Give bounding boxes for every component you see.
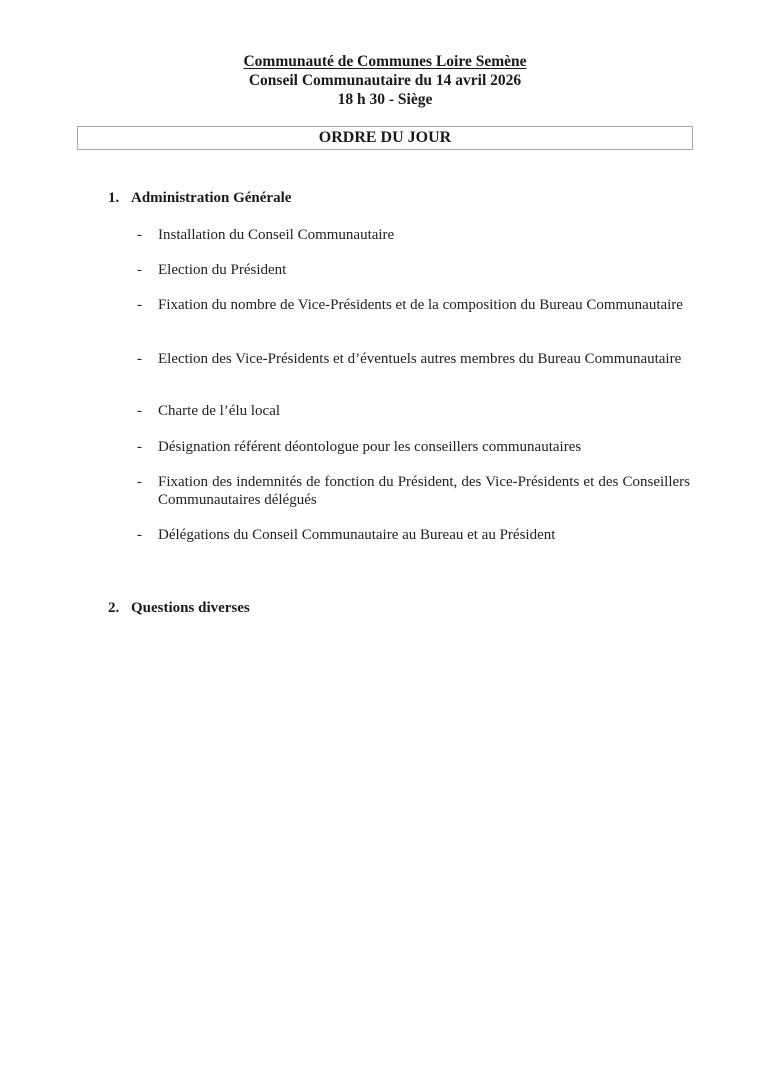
agenda-item [137,261,690,279]
dash-bullet-icon: - [137,527,142,543]
agenda-item [137,473,690,509]
meeting-time-place: 18 h 30 - Siège [337,91,433,108]
agenda-item [137,438,690,456]
dash-bullet-icon: - [137,351,142,367]
agenda-item [137,296,690,314]
section-label: Administration Générale [131,190,292,206]
agenda-item [137,226,690,244]
section-heading [108,599,250,617]
section-label: Questions diverses [131,600,250,616]
agenda-item [137,402,690,420]
dash-bullet-icon: - [137,262,142,278]
organization-name: Communauté de Communes Loire Semène [243,53,527,70]
section-heading [108,189,291,207]
agenda-item-text: Délégations du Conseil Communautaire au Bureau et au Président [158,527,556,543]
agenda-item [137,526,690,544]
agenda-item-text: Election du Président [158,262,287,278]
agenda-item-text: Fixation du nombre de Vice-Présidents et de la composition du Bureau Communautaire [158,297,683,313]
document-header [0,52,764,109]
agenda-item-text: Election des Vice-Présidents et d’éventuels autres membres du Bureau Communautaire [158,351,682,367]
dash-bullet-icon: - [137,227,142,243]
dash-bullet-icon: - [137,439,142,455]
section-number: 1. [108,190,120,206]
agenda-item-text: Fixation des indemnités de fonction du Président, des Vice-Présidents et des Conseillers Communautaires délégués [158,474,690,508]
agenda-item-text: Installation du Conseil Communautaire [158,227,395,243]
dash-bullet-icon: - [137,403,142,419]
agenda-item-text: Désignation référent déontologue pour les conseillers communautaires [158,439,582,455]
agenda-item [137,350,690,368]
agenda-title: ORDRE DU JOUR [318,129,452,146]
agenda-title-box [77,126,693,150]
dash-bullet-icon: - [137,474,142,490]
meeting-title: Conseil Communautaire du 14 avril 2026 [248,72,522,89]
dash-bullet-icon: - [137,297,142,313]
section-number: 2. [108,600,120,616]
agenda-item-text: Charte de l’élu local [158,403,281,419]
